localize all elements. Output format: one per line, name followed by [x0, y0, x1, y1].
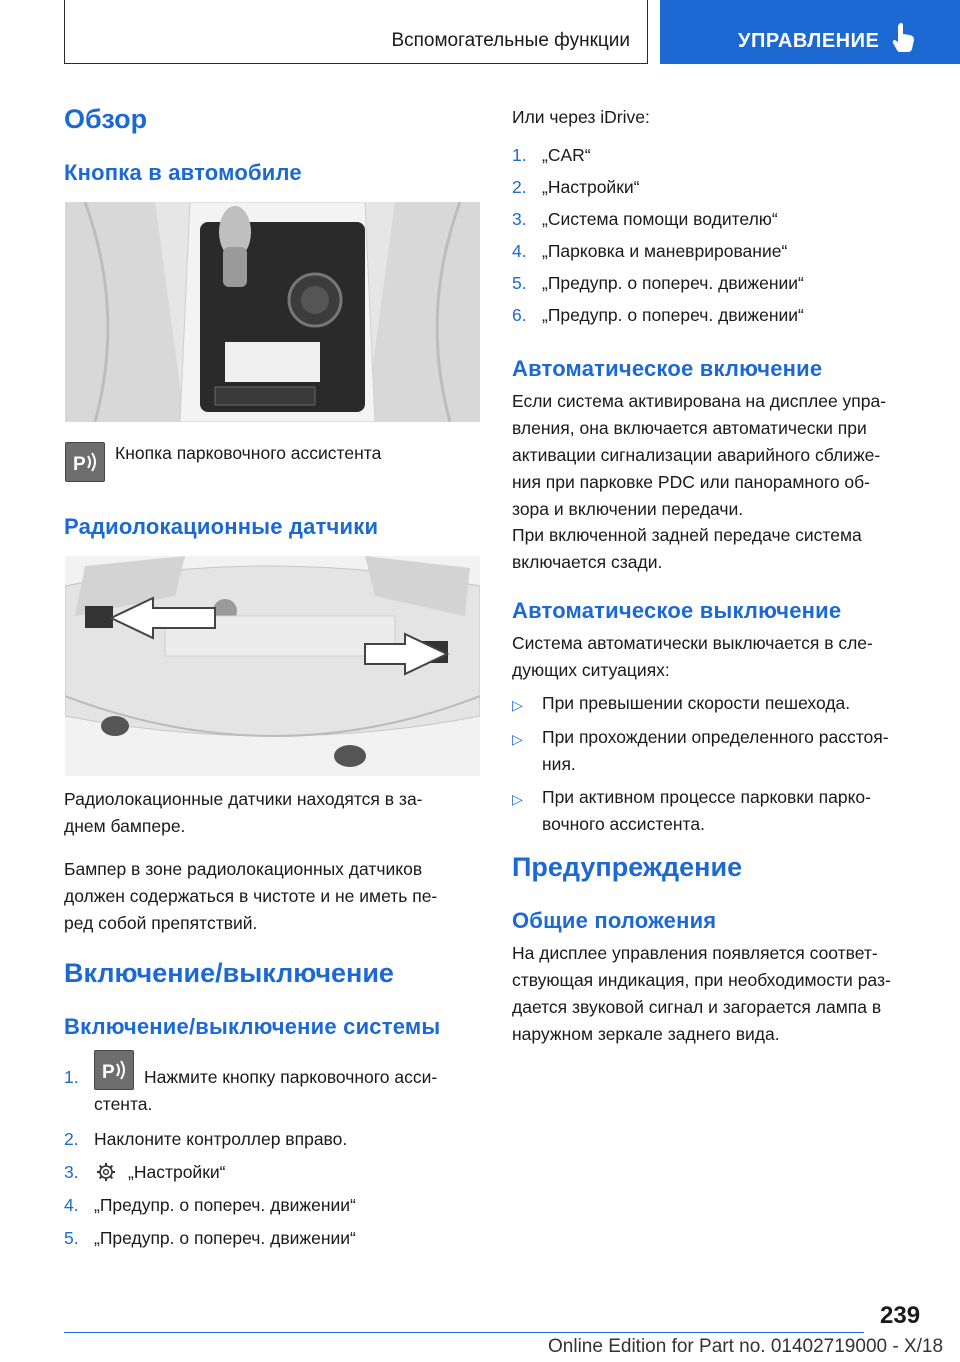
list-item: 2. Наклоните контроллер вправо. — [64, 1129, 348, 1149]
heading-on-off: Включение/выключение — [64, 958, 394, 988]
list-item: ▷ При прохождении определенного расстоя- ния. — [512, 727, 889, 774]
gear-icon — [96, 1162, 116, 1190]
triangle-bullet-icon: ▷ — [512, 731, 523, 747]
auto-on-paragraph: Если система активирована на дисплее упра- вления, она включается автоматически при активации сигнализации аварийного сближе- ния при парковке PDC или панорамного об- зора и включении передачи. — [512, 391, 887, 519]
list-item: ▷ При превышении скорости пешехода. — [512, 690, 932, 724]
triangle-bullet-icon: ▷ — [512, 697, 523, 713]
list-item: 5. „Предупр. о попереч. движении“ — [64, 1228, 356, 1248]
auto-off-list — [512, 690, 932, 844]
park-assist-button-icon — [65, 442, 105, 482]
svg-text:P: P — [73, 454, 86, 475]
section-title: Вспомогательные функции — [391, 30, 630, 51]
list-item: 2. „Настройки“ — [512, 177, 640, 197]
idrive-intro: Или через iDrive: — [512, 107, 650, 127]
auto-on-paragraph-2: При включенной задней передаче система включается сзади. — [512, 525, 862, 572]
heading-warning: Предупреждение — [512, 852, 743, 882]
list-item: 4. „Парковка и маневрирование“ — [512, 241, 788, 261]
list-item: 5. „Предупр. о попереч. движении“ — [512, 273, 804, 293]
park-assist-button-icon — [94, 1050, 134, 1090]
list-item: 4. „Предупр. о попереч. движении“ — [64, 1195, 356, 1215]
list-item: 3. „Система помощи водителю“ — [512, 209, 778, 229]
on-off-steps — [64, 1064, 484, 1258]
list-item: ▷ При активном процессе парковки парко- вочного ассистента. — [512, 787, 871, 834]
console-photo — [65, 202, 480, 422]
bumper-paragraph: Бампер в зоне радиолокационных датчиков должен содержаться в чистоте и не иметь пе- ред собой препятствий. — [64, 859, 438, 933]
general-paragraph: На дисплее управления появляется соответ- ствующая индикация, при необходимости раз- дается звуковой сигнал и загорается лампа в наружном зеркале заднего вида. — [512, 943, 891, 1044]
idrive-steps — [512, 142, 932, 334]
footer-divider — [64, 1332, 864, 1333]
list-item: 1. P Нажмите кнопку парковочного асси- стента. — [64, 1064, 484, 1118]
heading-radar-sensors: Радиолокационные датчики — [64, 514, 379, 539]
heading-auto-on: Автоматическое включение — [512, 356, 823, 381]
hand-pointer-icon — [892, 22, 916, 57]
svg-text:P: P — [102, 1062, 115, 1083]
triangle-bullet-icon: ▷ — [512, 791, 523, 807]
list-item: 1. „CAR“ — [512, 145, 591, 165]
footer-edition: Online Edition for Part no. 01402719000 - X/18 — [548, 1336, 944, 1357]
button-caption: Кнопка парковочного ассистента — [115, 443, 382, 463]
page-number: 239 — [880, 1302, 921, 1329]
page-title: Обзор — [64, 104, 148, 134]
heading-general: Общие положения — [512, 908, 717, 933]
list-item: 3. „Настройки“ — [64, 1159, 484, 1192]
heading-auto-off: Автоматическое выключение — [512, 598, 842, 623]
heading-button-in-car: Кнопка в автомобиле — [64, 160, 302, 185]
list-item: 6. „Предупр. о попереч. движении“ — [512, 305, 804, 325]
chapter-tab — [660, 0, 960, 64]
auto-off-paragraph: Система автоматически выключается в сле- дующих ситуациях: — [512, 633, 873, 680]
heading-on-off-system: Включение/выключение системы — [64, 1014, 441, 1039]
sensors-paragraph: Радиолокационные датчики находятся в за- днем бампере. — [64, 789, 423, 836]
chapter-title: УПРАВЛЕНИЕ — [738, 30, 880, 52]
rear-bumper-photo — [65, 556, 480, 776]
